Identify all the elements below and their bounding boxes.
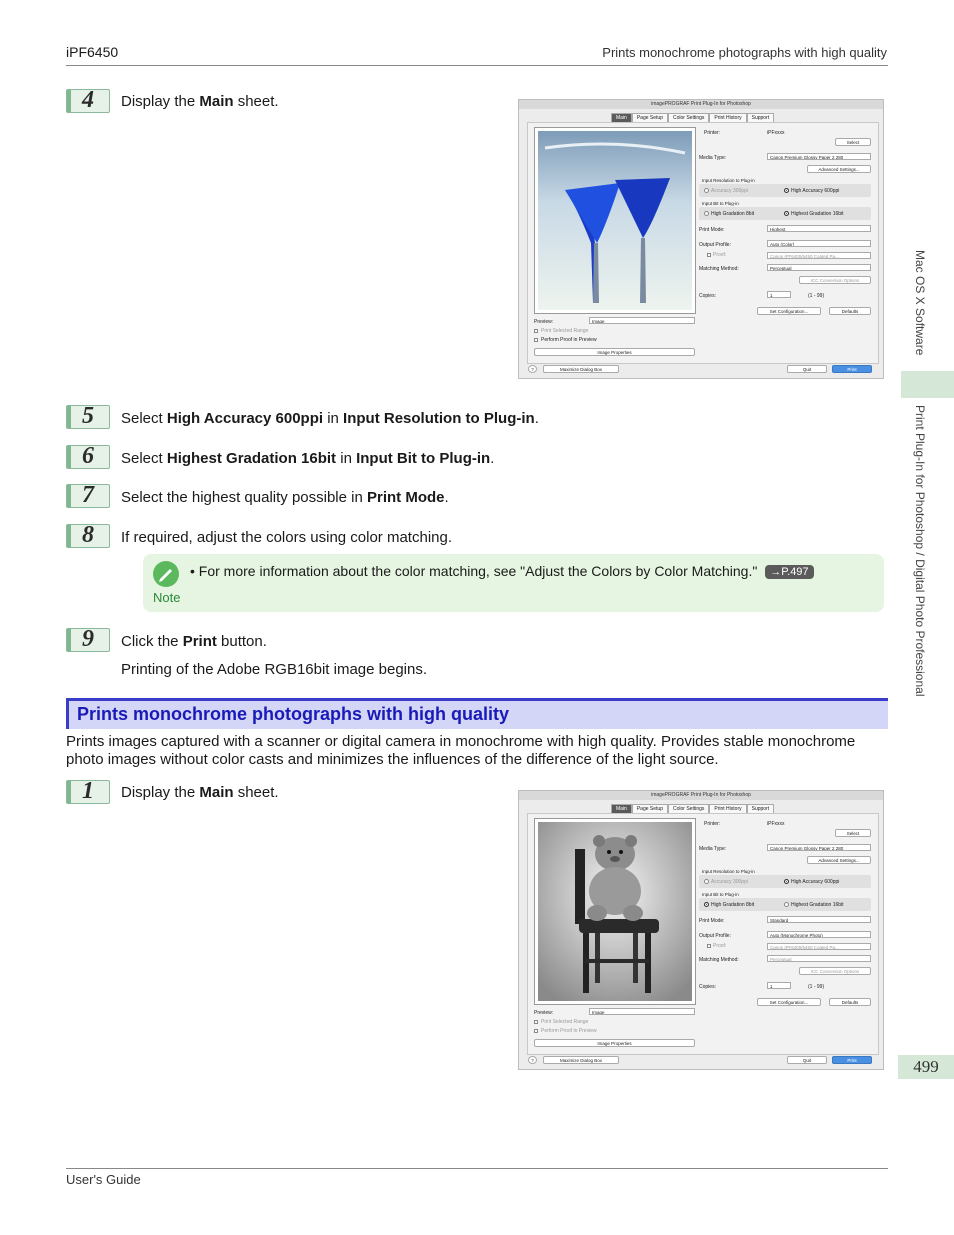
perform-proof-checkbox[interactable] — [534, 1029, 538, 1033]
preview-image-teddy-bear — [535, 819, 695, 1004]
step-4-text: Display the Main sheet. — [121, 93, 279, 110]
input-bit-label: Input Bit to Plug-in — [702, 892, 739, 897]
tab-support[interactable]: Support — [747, 804, 775, 814]
step-9-result: Printing of the Adobe RGB16bit image begins. — [121, 661, 428, 678]
input-bit-label: Input Bit to Plug-in — [702, 201, 739, 206]
section-title: Prints monochrome photographs with high quality — [77, 704, 509, 724]
accuracy-300-radio[interactable] — [704, 188, 709, 193]
side-active-tab — [901, 371, 954, 398]
tab-page-setup[interactable]: Page Setup — [632, 804, 668, 814]
pencil-icon — [153, 561, 179, 587]
icc-conversion-button[interactable]: ICC Conversion Options — [799, 276, 871, 284]
header-section-title: Prints monochrome photographs with high quality — [602, 45, 887, 60]
page-number: 499 — [898, 1055, 954, 1079]
tab-print-history[interactable]: Print History — [709, 113, 746, 123]
print-button[interactable]: Print — [832, 365, 872, 373]
step-7-text: Select the highest quality possible in Print Mode. — [121, 489, 449, 506]
defaults-button[interactable]: Defaults — [829, 307, 871, 315]
perform-proof-label: Perform Proof in Preview — [541, 337, 597, 343]
step-number-1: 1 — [66, 780, 110, 804]
preview-label: Preview: — [534, 1010, 554, 1016]
preview-select[interactable]: Image — [589, 317, 695, 324]
tab-support[interactable]: Support — [747, 113, 775, 123]
preview-label: Preview: — [534, 319, 554, 325]
side-section-label: Print Plug-In for Photoshop / Digital Photo Professional — [913, 405, 927, 697]
maximize-dialog-button[interactable]: Maximize Dialog Box — [543, 365, 619, 373]
perform-proof-label: Perform Proof in Preview — [541, 1028, 597, 1034]
printer-value: iPFxxxx — [767, 130, 785, 136]
media-type-select[interactable]: Canon Premium Glossy Paper 2 280 — [767, 153, 871, 160]
copies-label: Copies: — [699, 293, 716, 299]
gradation-16bit-label: Highest Gradation 16bit — [791, 211, 844, 217]
copies-label: Copies: — [699, 984, 716, 990]
matching-method-select[interactable]: Perceptual — [767, 955, 871, 962]
header-divider — [66, 65, 888, 66]
output-profile-select[interactable]: Auto (Color) — [767, 240, 871, 247]
set-configuration-button[interactable]: Set Configuration... — [757, 998, 821, 1006]
proof-select[interactable]: Canon iPF6400/6450 Coated Pa... — [767, 943, 871, 950]
printer-label: Printer: — [704, 821, 721, 827]
proof-label: Proof: — [713, 943, 727, 949]
plugin-dialog-color — [518, 99, 884, 379]
advanced-settings-button[interactable]: Advanced Settings... — [807, 165, 871, 173]
accuracy-300-radio[interactable] — [704, 879, 709, 884]
matching-method-label: Matching Method: — [699, 957, 739, 963]
gradation-8bit-label: High Gradation 8bit — [711, 902, 755, 908]
proof-checkbox[interactable] — [707, 944, 711, 948]
media-type-label: Media Type: — [699, 846, 727, 852]
tab-main[interactable]: Main — [611, 804, 632, 814]
step-8-text: If required, adjust the colors using color matching. — [121, 529, 453, 546]
note-label: Note — [153, 590, 181, 605]
note-text: • For more information about the color matching, see "Adjust the Colors by Color Matching." →P.497 — [190, 563, 814, 579]
dialog-title: imagePROGRAF Print Plug-In for Photoshop — [519, 791, 883, 800]
accuracy-600-radio[interactable] — [784, 188, 789, 193]
print-button[interactable]: Print — [832, 1056, 872, 1064]
proof-select[interactable]: Canon iPF6400/6450 Coated Pa... — [767, 252, 871, 259]
input-resolution-label: Input Resolution to Plug-in — [702, 178, 755, 183]
maximize-dialog-button[interactable]: Maximize Dialog Box — [543, 1056, 619, 1064]
print-selected-range-label: Print Selected Range — [541, 1019, 589, 1025]
set-configuration-button[interactable]: Set Configuration... — [757, 307, 821, 315]
icc-conversion-button[interactable]: ICC Conversion Options — [799, 967, 871, 975]
defaults-button[interactable]: Defaults — [829, 998, 871, 1006]
matching-method-label: Matching Method: — [699, 266, 739, 272]
image-properties-button[interactable]: Image Properties — [534, 1039, 695, 1047]
tab-main[interactable]: Main — [611, 113, 632, 123]
tab-print-history[interactable]: Print History — [709, 804, 746, 814]
print-mode-select[interactable]: Standard — [767, 916, 871, 923]
dialog-title: imagePROGRAF Print Plug-In for Photoshop — [519, 100, 883, 109]
print-selected-range-checkbox[interactable] — [534, 329, 538, 333]
input-resolution-label: Input Resolution to Plug-in — [702, 869, 755, 874]
print-selected-range-label: Print Selected Range — [541, 328, 589, 334]
step-number-4: 4 — [66, 89, 110, 113]
gradation-16bit-radio[interactable] — [784, 211, 789, 216]
preview-select[interactable]: Image — [589, 1008, 695, 1015]
select-printer-button[interactable]: Select — [835, 138, 871, 146]
preview-frame — [534, 127, 696, 314]
print-mode-label: Print Mode: — [699, 227, 725, 233]
accuracy-600-radio[interactable] — [784, 879, 789, 884]
printer-value: iPFxxxx — [767, 821, 785, 827]
section-paragraph: Prints images captured with a scanner or digital camera in monochrome with high quality. Provides stable monochrome photo images without color casts and minimizes the influences of the difference of the light source. — [66, 733, 856, 768]
copies-input[interactable]: 1 — [767, 291, 791, 298]
output-profile-label: Output Profile: — [699, 242, 731, 248]
print-mode-select[interactable]: Highest — [767, 225, 871, 232]
matching-method-select[interactable]: Perceptual — [767, 264, 871, 271]
proof-label: Proof: — [713, 252, 727, 258]
gradation-8bit-label: High Gradation 8bit — [711, 211, 755, 217]
step-5-text: Select High Accuracy 600ppi in Input Resolution to Plug-in. — [121, 410, 539, 427]
preview-image-glasses — [535, 128, 695, 313]
output-profile-label: Output Profile: — [699, 933, 731, 939]
help-button[interactable]: ? — [528, 1056, 537, 1064]
quit-button[interactable]: Quit — [787, 1056, 827, 1064]
page-reference-link[interactable]: →P.497 — [765, 565, 813, 579]
image-properties-button[interactable]: Image Properties — [534, 348, 695, 356]
advanced-settings-button[interactable]: Advanced Settings... — [807, 856, 871, 864]
step-6-text: Select Highest Gradation 16bit in Input Bit to Plug-in. — [121, 450, 495, 467]
select-printer-button[interactable]: Select — [835, 829, 871, 837]
copies-range: (1 - 99) — [808, 293, 825, 299]
side-chapter-label: Mac OS X Software — [913, 250, 927, 356]
footer-divider — [66, 1168, 888, 1169]
help-button[interactable]: ? — [528, 365, 537, 373]
plugin-dialog-monochrome — [518, 790, 884, 1070]
footer-guide-name: User's Guide — [66, 1172, 141, 1187]
accuracy-600-label: High Accuracy 600ppi — [791, 879, 840, 885]
media-type-select[interactable]: Canon Premium Glossy Paper 2 280 — [767, 844, 871, 851]
step-number-5: 5 — [66, 405, 110, 429]
accuracy-300-label: Accuracy 300ppi — [711, 188, 748, 194]
step-number-9: 9 — [66, 628, 110, 652]
step-number-7: 7 — [66, 484, 110, 508]
print-mode-label: Print Mode: — [699, 918, 725, 924]
accuracy-600-label: High Accuracy 600ppi — [791, 188, 840, 194]
perform-proof-checkbox[interactable] — [534, 338, 538, 342]
copies-range: (1 - 99) — [808, 984, 825, 990]
step-9-text: Click the Print button. — [121, 633, 267, 650]
header-model: iPF6450 — [66, 44, 119, 60]
tab-color-settings[interactable]: Color Settings — [668, 804, 709, 814]
output-profile-select[interactable]: Auto (Monochrome Photo) — [767, 931, 871, 938]
step-number-6: 6 — [66, 445, 110, 469]
gradation-8bit-radio[interactable] — [704, 902, 709, 907]
accuracy-300-label: Accuracy 300ppi — [711, 879, 748, 885]
proof-checkbox[interactable] — [707, 253, 711, 257]
note-pencil-icon — [153, 561, 179, 587]
media-type-label: Media Type: — [699, 155, 727, 161]
quit-button[interactable]: Quit — [787, 365, 827, 373]
gradation-16bit-radio[interactable] — [784, 902, 789, 907]
preview-frame — [534, 818, 696, 1005]
tab-page-setup[interactable]: Page Setup — [632, 113, 668, 123]
gradation-16bit-label: Highest Gradation 16bit — [791, 902, 844, 908]
tab-color-settings[interactable]: Color Settings — [668, 113, 709, 123]
gradation-8bit-radio[interactable] — [704, 211, 709, 216]
printer-label: Printer: — [704, 130, 721, 136]
step-1-text: Display the Main sheet. — [121, 784, 279, 801]
step-number-8: 8 — [66, 524, 110, 548]
copies-input[interactable]: 1 — [767, 982, 791, 989]
print-selected-range-checkbox[interactable] — [534, 1020, 538, 1024]
